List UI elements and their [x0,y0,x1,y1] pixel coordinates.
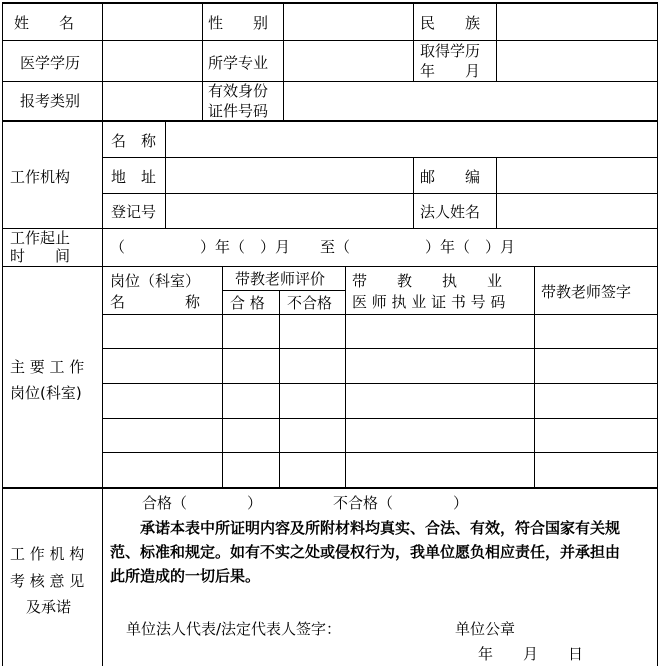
h-line [102,193,658,194]
v-line [283,2,284,122]
h-line [102,383,658,384]
id-number-label-line2: 证件号码 [208,102,269,120]
promise-line-1: 承诺本表中所证明内容及所附材料均真实、合法、有效，符合国家有关规 [110,519,621,537]
degree-date-label-line1: 取得学历 [420,42,481,60]
signature-label: 单位法人代表/法定代表人签字： [126,620,342,638]
v-line [496,2,497,81]
ethnicity-label: 民 族 [420,14,481,32]
institution-name-label: 名 称 [111,132,157,150]
v-line [496,157,497,228]
v-line [222,266,223,487]
v-line [279,290,280,487]
id-number-label-line1: 有效身份 [208,82,269,100]
h-line [2,266,658,267]
v-line [102,2,103,666]
date-label: 年 月 日 [478,645,584,663]
degree-date-label-line2: 年 月 [420,62,481,80]
v-line [2,2,3,666]
promise-line-3: 此所造成的一切后果。 [110,567,261,585]
h-line [102,348,658,349]
h-line [2,120,658,122]
education-label: 医学学历 [20,54,81,72]
v-line [345,266,346,487]
v-line [165,122,166,228]
col-dept-header-line1: 岗位（科室） [110,272,201,290]
fail-option: 不合格（ ） [333,494,469,512]
legal-person-label: 法人姓名 [420,203,481,221]
h-line [2,81,658,82]
review-label-line3: 及承诺 [26,598,72,616]
promise-line-2: 范、标准和规定。如有不实之处或侵权行为，我单位愿负相应责任，并承担由 [110,543,621,561]
name-label: 姓 名 [14,14,75,32]
col-eval-header: 带教老师评价 [235,270,326,288]
positions-label-line2: 岗位(科室) [10,384,82,402]
h-line [2,228,658,229]
institution-label: 工作机构 [10,168,71,186]
registration-number-label: 登记号 [111,203,157,221]
col-cert-header-line2: 医 师 执 业 证 书 号 码 [352,293,506,311]
h-line [102,418,658,419]
v-line [413,157,414,228]
seal-label: 单位公章 [455,620,516,638]
h-line [102,157,658,158]
col-fail-header: 不合格 [287,294,333,312]
v-line [202,2,203,122]
col-dept-header-line2: 名 称 [110,293,201,311]
review-label-line1: 工 作 机 构 [10,545,85,563]
h-line [102,452,658,453]
h-line [102,314,658,315]
h-line [222,290,346,291]
gender-label: 性 别 [208,14,269,32]
postcode-label: 邮 编 [420,168,481,186]
period-text: （ ）年（ ）月 至（ ）年（ ）月 [110,238,516,256]
h-line [2,40,658,41]
review-label-line2: 考 核 意 见 [10,572,85,590]
positions-label-line1: 主 要 工 作 [10,358,85,376]
period-label-line2: 时 间 [10,247,71,265]
v-line [657,2,658,666]
col-sign-header: 带教老师签字 [541,283,632,301]
h-line [2,487,658,489]
exam-category-label: 报考类别 [20,92,81,110]
major-label: 所学专业 [208,54,269,72]
col-cert-header-line1: 带 教 执 业 [352,272,503,290]
col-pass-header: 合 格 [230,294,265,312]
pass-option: 合格（ ） [142,494,263,512]
v-line [534,266,535,487]
h-line [2,2,658,4]
institution-address-label: 地 址 [111,168,157,186]
period-label-line1: 工作起止 [10,229,71,247]
v-line [413,2,414,81]
